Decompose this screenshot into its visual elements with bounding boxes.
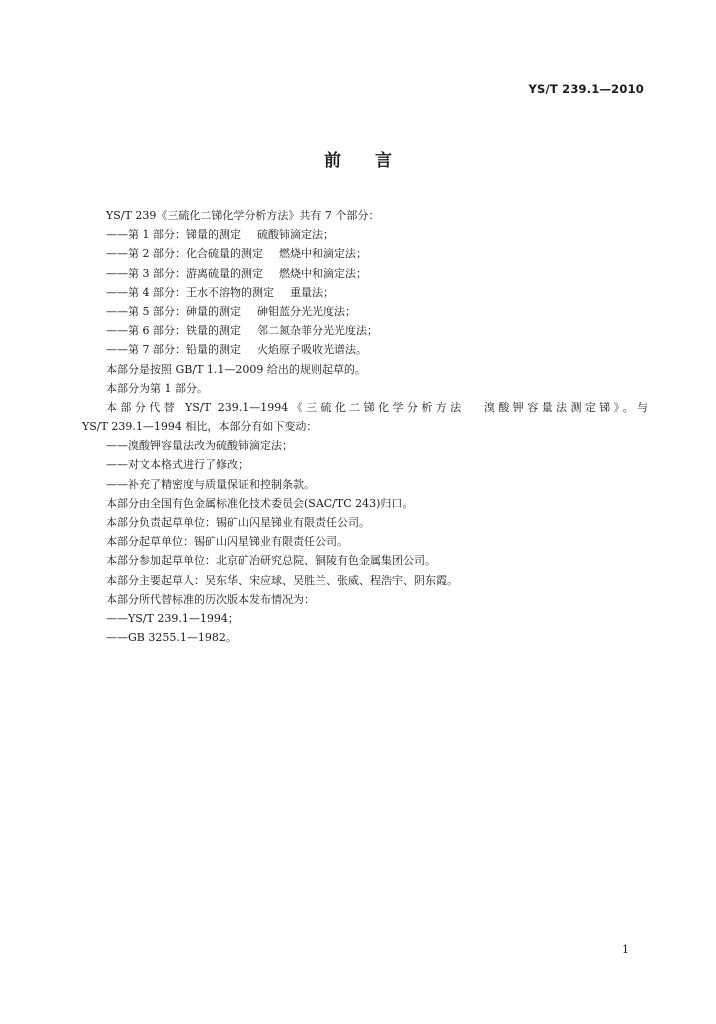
list-item	[82, 302, 648, 321]
part-name: ——第 5 部分：砷量的测定	[106, 304, 241, 318]
part-method: 砷钼蓝分光光度法；	[257, 304, 356, 318]
list-item: ——溴酸钾容量法改为硫酸铈滴定法；	[106, 439, 293, 453]
list-item: ——补充了精密度与质量保证和控制条款。	[106, 477, 315, 491]
intro-paragraph: YS/T 239《三硫化二锑化学分析方法》共有 7 个部分：	[106, 209, 380, 222]
document-body	[82, 206, 648, 647]
part-name: ——第 6 部分：铁量的测定	[106, 324, 241, 338]
replacement-text: 本部分代替 YS/T 239.1—1994《三硫化二锑化学分析方法	[106, 400, 465, 414]
list-item	[82, 340, 648, 359]
part-method: 燃烧中和滴定法；	[279, 247, 367, 261]
part-name: ——第 7 部分：铅量的测定	[106, 343, 241, 357]
proposer-paragraph: 本部分由全国有色金属标准化技术委员会(SAC/TC 243)归口。	[106, 496, 414, 510]
list-item	[82, 283, 648, 302]
list-item: ——YS/T 239.1—1994；	[106, 611, 239, 625]
part-method: 燃烧中和滴定法；	[279, 266, 367, 280]
replacement-text: 溴酸钾容量法测定锑》。与	[480, 400, 648, 414]
drafting-rule-paragraph: 本部分是按照 GB/T 1.1—2009 给出的规则起草的。	[106, 362, 366, 376]
part-name: ——第 1 部分：锑量的测定	[106, 228, 241, 242]
part-name: ——第 3 部分：游离硫量的测定	[106, 266, 263, 280]
drafters-paragraph: 本部分主要起草人：吴东华、宋应球、吴胜兰、张威、程浩宇、阴东霞。	[106, 573, 458, 587]
list-item	[82, 225, 648, 244]
drafting-unit-paragraph: 本部分起草单位：锡矿山闪星锑业有限责任公司。	[106, 535, 348, 549]
replacement-paragraph-continued: YS/T 239.1—1994 相比，本部分有如下变动：	[82, 420, 318, 434]
participating-units-paragraph: 本部分参加起草单位：北京矿冶研究总院、铜陵有色金属集团公司。	[106, 554, 436, 568]
part-method: 邻二氮杂菲分光光度法；	[257, 324, 378, 338]
part-name: ——第 4 部分：王水不溶物的测定	[106, 285, 274, 299]
part-name: ——第 2 部分：化合硫量的测定	[106, 247, 263, 261]
standard-code: YS/T 239.1—2010	[528, 82, 644, 96]
list-item: ——GB 3255.1—1982。	[106, 631, 237, 645]
part-number-paragraph: 本部分为第 1 部分。	[106, 381, 208, 395]
list-item	[82, 264, 648, 283]
history-intro-paragraph: 本部分所代替标准的历次版本发布情况为：	[106, 592, 315, 606]
replacement-paragraph	[82, 398, 648, 417]
part-method: 重量法；	[290, 285, 334, 299]
list-item: ——对文本格式进行了修改；	[106, 458, 249, 472]
page-number: 1	[622, 943, 629, 956]
responsible-unit-paragraph: 本部分负责起草单位：锡矿山闪星锑业有限责任公司。	[106, 516, 370, 529]
part-method: 硫酸铈滴定法；	[257, 228, 334, 242]
part-method: 火焰原子吸收光谱法。	[257, 343, 367, 357]
page-title: 前言	[324, 151, 426, 171]
list-item	[82, 244, 648, 263]
list-item	[82, 321, 648, 340]
